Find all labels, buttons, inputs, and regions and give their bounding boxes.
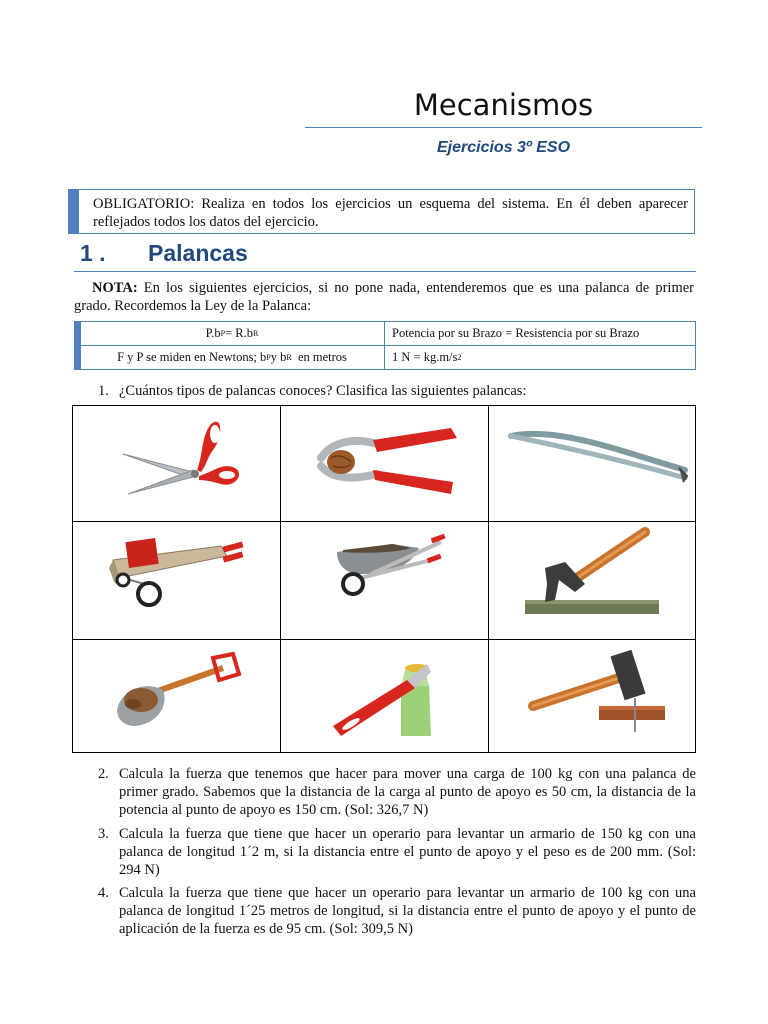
question-text: Calcula la fuerza que tiene que hacer un operario para levantar un armario de 100 kg con una palanca de longitud 1´25 metros de longitud, si la distancia entre el punto de apoyo y el punto de aplicación de la fuerza es de 95 cm. (Sol: 309,5 N): [119, 885, 696, 937]
newton-exponent: 2: [457, 352, 462, 362]
scissors-image: [73, 406, 280, 521]
formula-sub: P: [220, 328, 226, 338]
nutcracker-image: [281, 406, 488, 521]
nota-label: NOTA:: [92, 280, 138, 296]
newton-definition: 1 N = kg.m/s: [392, 349, 458, 364]
question-2: [98, 765, 696, 819]
wheelbarrow-image: [281, 522, 488, 639]
question-4: [98, 884, 696, 938]
question-text: Calcula la fuerza que tiene que hacer un operario para levantar un armario de 150 kg con una palanca de longitud 1´2 m, si la distancia entre el punto de apoyo y el peso es de 200 mm. (Sol: 294 N): [119, 826, 696, 878]
units-part: en metros: [291, 349, 347, 364]
obligatorio-label: OBLIGATORIO: [93, 196, 191, 212]
law-units-cell: [80, 345, 384, 369]
page-title: Mecanismos: [413, 88, 594, 122]
obligatorio-accent-bar: [69, 190, 79, 233]
levers-image-grid: [72, 405, 696, 753]
question-number: 2.: [98, 766, 109, 782]
nota-paragraph: [74, 279, 694, 315]
lever-law-table: [74, 321, 696, 370]
obligatorio-box: [68, 189, 695, 234]
hammer-nail-image: [489, 640, 696, 753]
tongs-image: [489, 406, 696, 521]
title-rule: [305, 127, 702, 128]
question-number: 3.: [98, 826, 109, 842]
obligatorio-body: : Realiza en todos los ejercicios un esquema del sistema. En él deben aparecer reflejados todos los datos del ejercicio.: [93, 196, 688, 230]
newton-definition-cell: [392, 345, 692, 369]
units-sub: R: [286, 352, 292, 362]
question-number: 1.: [98, 383, 109, 399]
formula-sub: R: [252, 328, 259, 338]
nota-body: En los siguientes ejercicios, si no pone nada, entenderemos que es una palanca de primer grado. Recordemos la Ley de la Palanca:: [74, 280, 694, 314]
claw-hammer-image: [489, 522, 696, 639]
question-text: Calcula la fuerza que tenemos que hacer para mover una carga de 100 kg con una palanca de primer grado. Sabemos que la distancia de la carga al punto de apoyo es 50 cm, la distancia de la potencia al punto de apoyo es 150 cm. (Sol: 326,7 N): [119, 766, 696, 818]
question-3: [98, 825, 696, 879]
obligatorio-text: [93, 195, 688, 231]
law-description-cell: Potencia por su Brazo = Resistencia por su Brazo: [392, 325, 640, 340]
units-part: y b: [270, 349, 287, 364]
units-part: F y P se miden en Newtons; b: [117, 349, 267, 364]
question-text: ¿Cuántos tipos de palancas conoces? Clasifica las siguientes palancas:: [119, 383, 527, 399]
formula-part: P.b: [205, 325, 221, 340]
law-formula-cell: [80, 321, 384, 345]
bottle-opener-image: [281, 640, 488, 753]
section-title: Palancas: [148, 240, 248, 266]
shovel-image: [73, 640, 280, 753]
question-number: 4.: [98, 885, 109, 901]
section-rule: [74, 271, 696, 272]
section-number: 1 .: [80, 240, 106, 266]
formula-part: = R.b: [225, 325, 253, 340]
question-1: [98, 382, 696, 400]
page-subtitle: Ejercicios 3º ESO: [436, 139, 571, 156]
section-heading: [80, 240, 248, 267]
units-sub: P: [266, 352, 271, 362]
brick-wheelbarrow-image: [73, 522, 280, 639]
